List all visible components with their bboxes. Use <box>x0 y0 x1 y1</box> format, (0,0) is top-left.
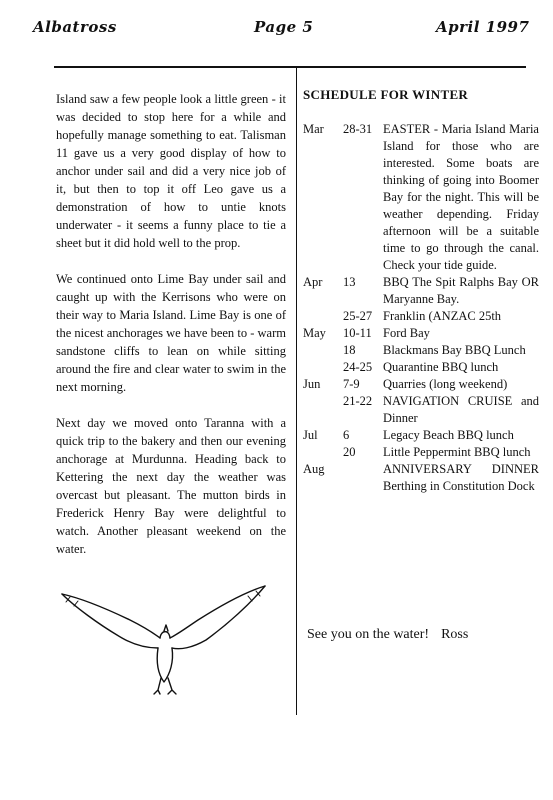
schedule-title: SCHEDULE FOR WINTER <box>303 87 469 102</box>
schedule-event: Little Peppermint BBQ lunch <box>383 445 531 459</box>
schedule-month: Mar <box>303 122 324 136</box>
schedule-event: ANNIVERSARY DINNER Berthing in Constitution Dock <box>383 462 539 493</box>
schedule-row <box>303 325 539 342</box>
schedule-event: BBQ The Spit Ralphs Bay OR Maryanne Bay. <box>383 275 539 306</box>
column-divider <box>296 67 297 715</box>
schedule-dates: 6 <box>343 428 350 442</box>
schedule-event: NAVIGATION CRUISE and Dinner <box>383 394 539 425</box>
schedule-row <box>303 376 539 393</box>
header-rule <box>54 66 526 68</box>
article-column <box>56 90 286 576</box>
closing-signature: Ross <box>441 627 469 642</box>
schedule-dates <box>343 461 383 495</box>
schedule-row <box>303 359 539 376</box>
schedule-row <box>303 393 539 427</box>
schedule-dates: 13 <box>343 275 356 289</box>
schedule-dates: 20 <box>343 445 356 459</box>
schedule-row <box>303 427 539 444</box>
schedule-dates: 18 <box>343 343 356 357</box>
schedule-event: Ford Bay <box>383 326 430 340</box>
schedule-month: May <box>303 326 326 340</box>
schedule-month: Aug <box>303 462 325 476</box>
article-paragraph: Next day we moved onto Taranna with a quick trip to the bakery and then our evening anchorage at Murdunna. Heading back to Kettering the next day the weather was overcast but pleasant. The mutton birds in Frederick Henry Bay were delightful to watch. Another pleasant weekend on the water. <box>56 416 286 556</box>
schedule-row <box>303 308 539 325</box>
newsletter-name: Albatross <box>33 18 117 36</box>
schedule-month: Jun <box>303 377 321 391</box>
issue-date: April 1997 <box>436 18 530 36</box>
schedule-table <box>303 121 539 495</box>
schedule-event: Legacy Beach BBQ lunch <box>383 428 514 442</box>
schedule-row <box>303 274 539 308</box>
schedule-row <box>303 444 539 461</box>
schedule-dates: 25-27 <box>343 309 373 323</box>
schedule-row <box>303 121 539 274</box>
schedule-month <box>303 342 343 359</box>
schedule-dates: 7-9 <box>343 377 360 391</box>
closing-message: See you on the water! <box>307 627 430 642</box>
schedule-month: Jul <box>303 428 318 442</box>
schedule-dates: 10-11 <box>343 326 372 340</box>
schedule-dates: 21-22 <box>343 394 373 408</box>
schedule-month <box>303 308 343 325</box>
schedule-dates: 24-25 <box>343 360 373 374</box>
albatross-icon <box>60 582 270 697</box>
schedule-row <box>303 342 539 359</box>
schedule-row <box>303 461 539 495</box>
schedule-event: Blackmans Bay BBQ Lunch <box>383 343 526 357</box>
schedule-dates: 28-31 <box>343 122 373 136</box>
article-paragraph: We continued onto Lime Bay under sail and caught up with the Kerrisons who were on their way to Maria Island. Lime Bay is one of the nicest anchorages we have been to - warm sandstone cliffs to lean on while sitting around the fire and clear water to swim in the next morning. <box>56 272 286 394</box>
page-number: Page 5 <box>254 18 314 36</box>
schedule-month <box>303 359 343 376</box>
closing-line <box>307 627 468 643</box>
schedule-event: Quarries (long weekend) <box>383 377 508 391</box>
schedule-event: EASTER - Maria Island Maria Island for those who are interested. Some boats are thinking of going into Boomer Bay for the night. This will be weather depending. Friday afternoon will be a suitable time to go through the canal. Check your tide guide. <box>383 122 539 272</box>
schedule-month <box>303 444 343 461</box>
schedule-month: Apr <box>303 275 323 289</box>
schedule-event: Quarantine BBQ lunch <box>383 360 499 374</box>
article-paragraph: Island saw a few people look a little green - it was decided to stop here for a while and hopefully manage something to eat. Talisman 11 gave us a very good display of how to anchor under sail and did a very nice job of it, but then to top it off Leo gave us a demonstration of how to untie knots underwater - it seems a funny place to tie a sheet but it did hold well to the prop. <box>56 92 286 250</box>
schedule-event: Franklin (ANZAC 25th <box>383 309 502 323</box>
schedule-month <box>303 393 343 427</box>
